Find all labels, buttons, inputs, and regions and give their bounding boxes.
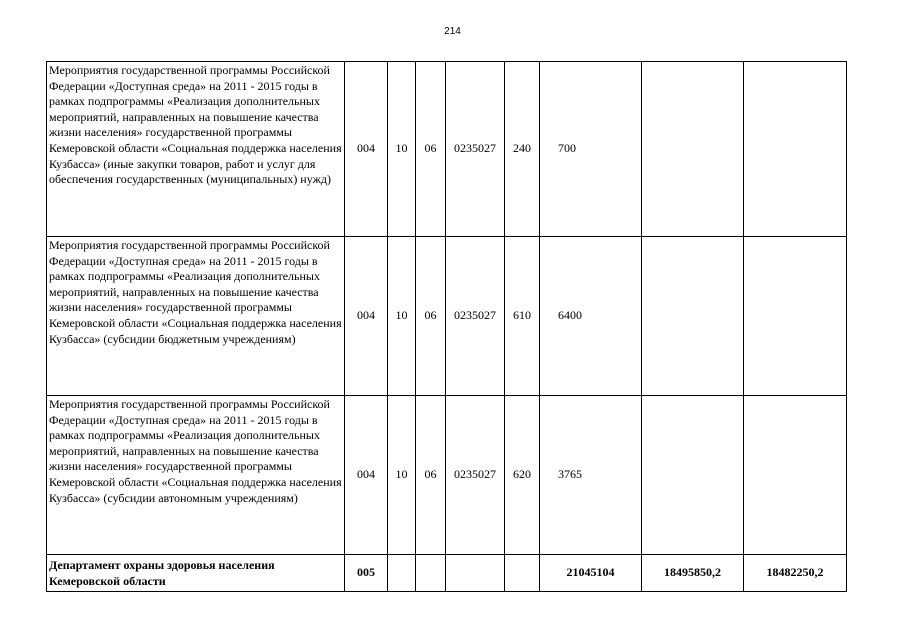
expense-type-code: 620 (505, 396, 540, 555)
amount-year-1: 6400 (540, 237, 642, 396)
amount-year-3 (744, 396, 847, 555)
budget-table (46, 61, 847, 592)
subsection-code: 06 (416, 396, 446, 555)
expense-type-code (505, 555, 540, 592)
table-row (47, 237, 847, 396)
amount-year-3 (744, 62, 847, 237)
total-amount-year-3: 18482250,2 (744, 555, 847, 592)
target-article-code (446, 555, 505, 592)
amount-year-2 (642, 396, 744, 555)
department-title: Департамент охраны здоровья населения Кемеровской области (47, 555, 345, 592)
ministry-code: 005 (345, 555, 388, 592)
section-code: 10 (388, 396, 416, 555)
row-description: Мероприятия государственной программы Российской Федерации «Доступная среда» на 2011 - 2015 годы в рамках подпрограммы «Реализация дополнительных мероприятий, направленных на повышение качества жизни населения» государственной программы Кемеровской области «Социальная поддержка населения Кузбасса» (субсидии автономным учреждениям) (47, 396, 345, 555)
total-amount-year-2: 18495850,2 (642, 555, 744, 592)
table-row (47, 396, 847, 555)
amount-year-2 (642, 62, 744, 237)
target-article-code: 0235027 (446, 62, 505, 237)
amount-year-1: 700 (540, 62, 642, 237)
target-article-code: 0235027 (446, 396, 505, 555)
amount-year-1: 3765 (540, 396, 642, 555)
table-row (47, 62, 847, 237)
section-code: 10 (388, 62, 416, 237)
expense-type-code: 610 (505, 237, 540, 396)
amount-year-3 (744, 237, 847, 396)
subsection-code: 06 (416, 62, 446, 237)
subsection-code: 06 (416, 237, 446, 396)
total-amount-year-1: 21045104 (540, 555, 642, 592)
ministry-code: 004 (345, 396, 388, 555)
amount-year-2 (642, 237, 744, 396)
target-article-code: 0235027 (446, 237, 505, 396)
ministry-code: 004 (345, 62, 388, 237)
row-description: Мероприятия государственной программы Российской Федерации «Доступная среда» на 2011 - 2015 годы в рамках подпрограммы «Реализация дополнительных мероприятий, направленных на повышение качества жизни населения» государственной программы Кемеровской области «Социальная поддержка населения Кузбасса» (субсидии бюджетным учреждениям) (47, 237, 345, 396)
subsection-code (416, 555, 446, 592)
expense-type-code: 240 (505, 62, 540, 237)
total-row (47, 555, 847, 592)
row-description: Мероприятия государственной программы Российской Федерации «Доступная среда» на 2011 - 2015 годы в рамках подпрограммы «Реализация дополнительных мероприятий, направленных на повышение качества жизни населения» государственной программы Кемеровской области «Социальная поддержка населения Кузбасса» (иные закупки товаров, работ и услуг для обеспечения государственных (муниципальных) нужд) (47, 62, 345, 237)
section-code: 10 (388, 237, 416, 396)
section-code (388, 555, 416, 592)
page-number: 214 (444, 26, 461, 37)
ministry-code: 004 (345, 237, 388, 396)
